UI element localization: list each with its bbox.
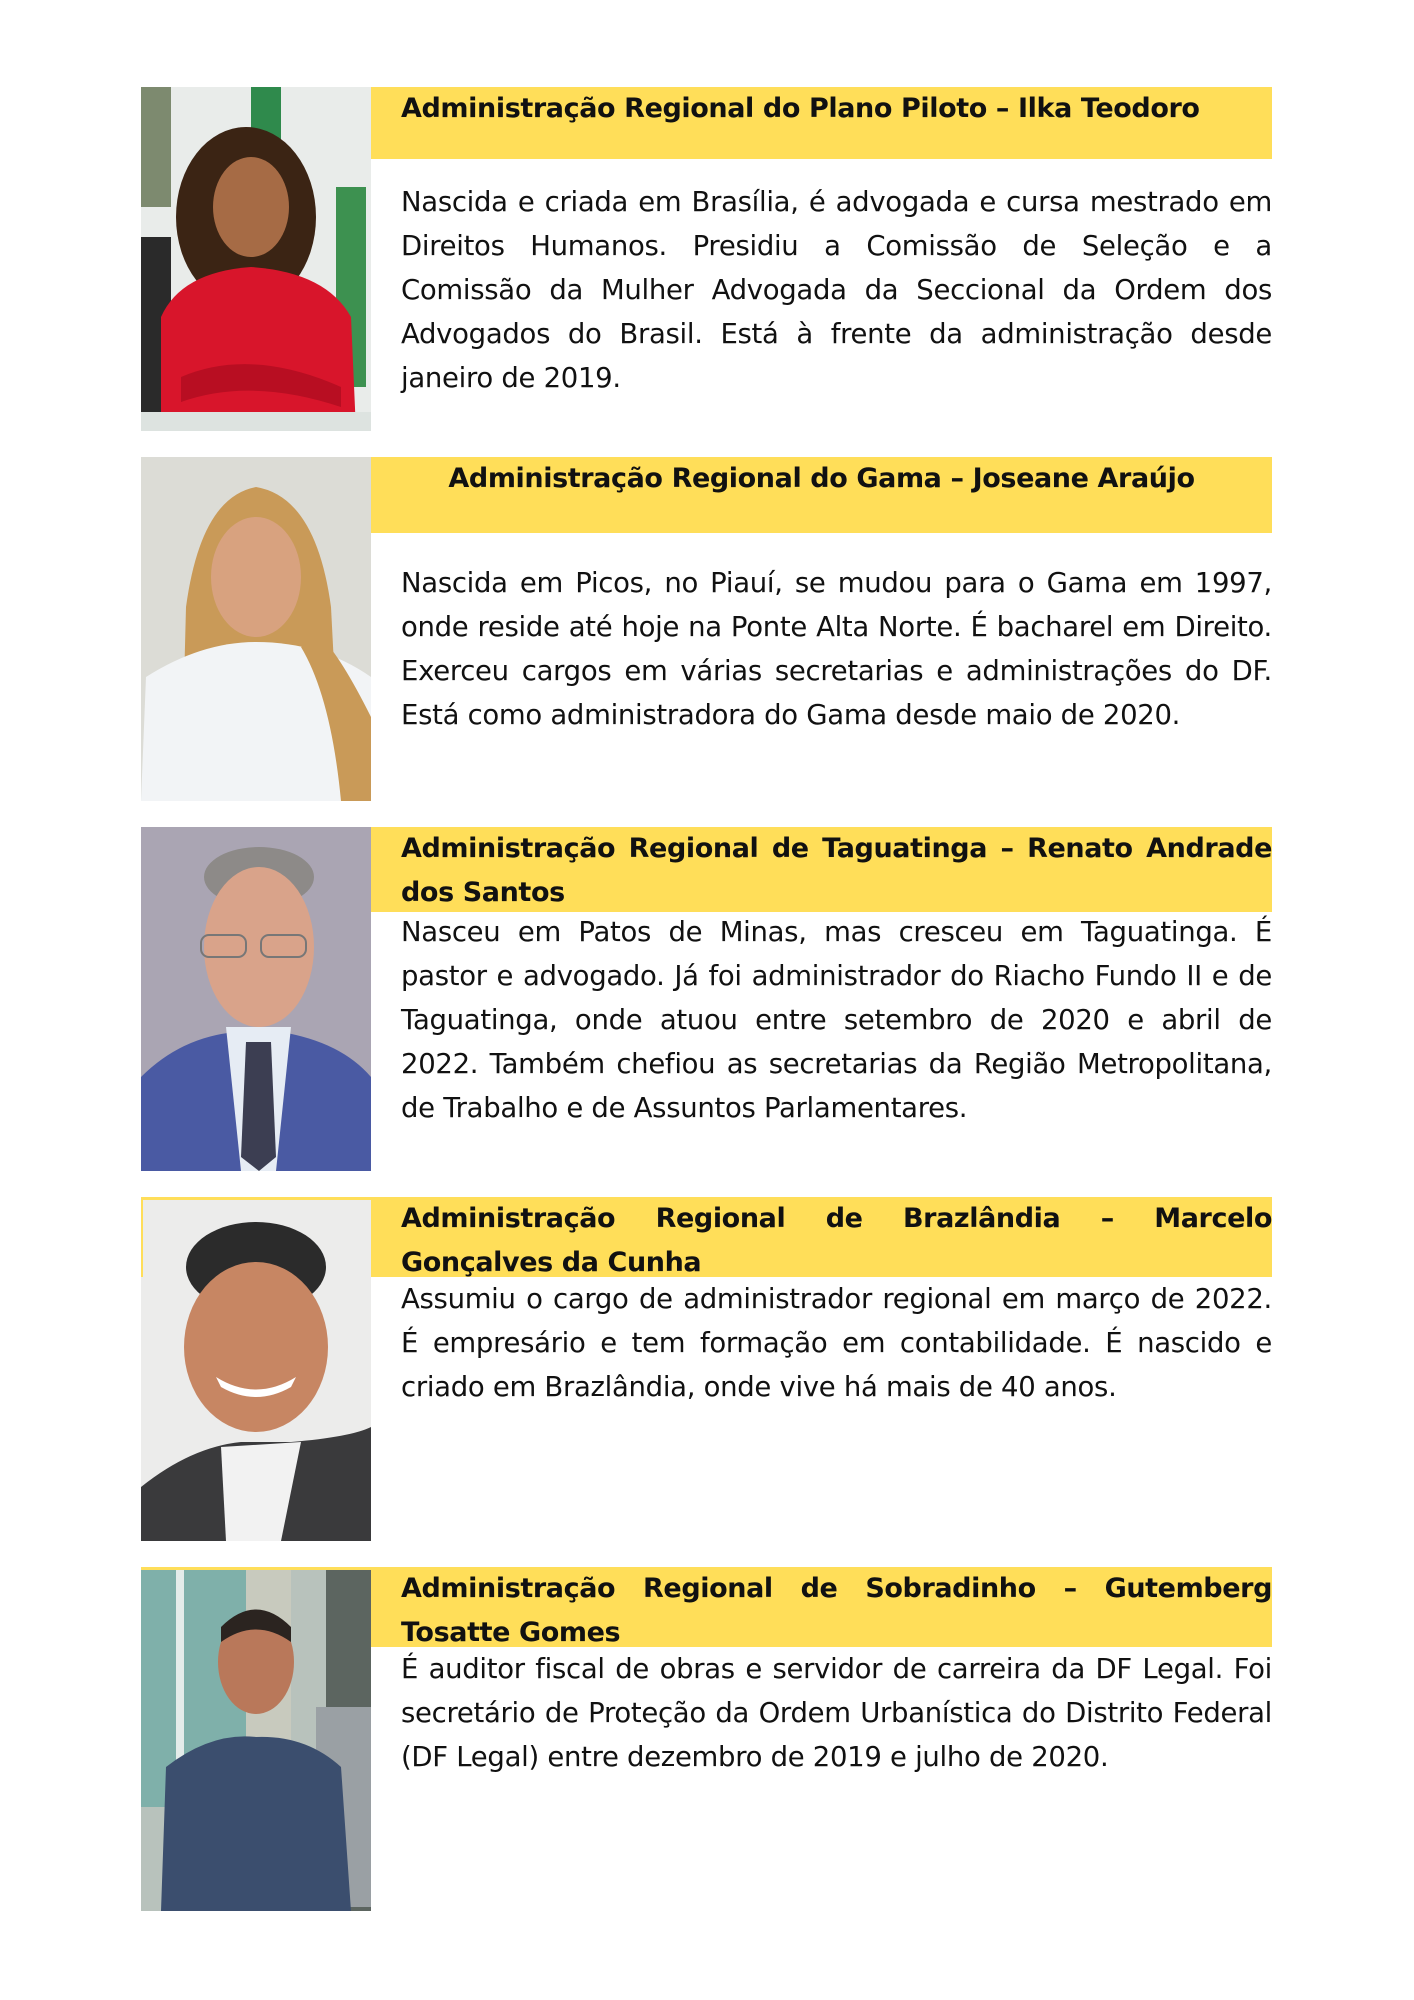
profile-title: Administração Regional do Plano Piloto – Ilka Teodoro — [401, 93, 1200, 124]
title-band — [371, 1567, 1272, 1647]
title-band — [371, 1197, 1272, 1277]
title-band — [371, 457, 1272, 533]
profile-entry-gama — [141, 457, 1272, 801]
yellow-frame-top — [141, 1567, 371, 1570]
portrait-photo — [141, 87, 371, 431]
portrait-photo — [141, 1567, 371, 1911]
profile-entry-brazlandia — [141, 1197, 1272, 1541]
profile-title: Administração Regional de Taguatinga – Renato Andrade dos Santos — [401, 833, 1272, 908]
portrait-image — [141, 1197, 371, 1541]
yellow-frame-left — [141, 1197, 143, 1277]
title-band — [371, 87, 1272, 159]
profile-entry-taguatinga — [141, 827, 1272, 1171]
portrait-photo — [141, 457, 371, 801]
yellow-frame-top — [141, 1197, 371, 1200]
portrait-photo — [141, 827, 371, 1171]
profile-description: É auditor fiscal de obras e servidor de carreira da DF Legal. Foi secretário de Proteção da Ordem Urbanística do Distrito Federal (DF Legal) entre dezembro de 2019 e julho de 2020. — [401, 1653, 1272, 1773]
title-band — [371, 827, 1272, 912]
portrait-image — [141, 827, 371, 1171]
portrait-photo — [141, 1197, 371, 1541]
profile-title: Administração Regional de Brazlândia – Marcelo Gonçalves da Cunha — [401, 1203, 1272, 1278]
profile-entry-sobradinho — [141, 1567, 1272, 1911]
profile-description: Assumiu o cargo de administrador regional em março de 2022. É empresário e tem formação em contabilidade. É nascido e criado em Brazlândia, onde vive há mais de 40 anos. — [401, 1283, 1272, 1403]
profile-title: Administração Regional de Sobradinho – Gutemberg Tosatte Gomes — [401, 1573, 1272, 1648]
profile-description: Nascida e criada em Brasília, é advogada e cursa mestrado em Direitos Humanos. Presidiu a Comissão de Seleção e a Comissão da Mulher Advogada da Seccional da Ordem dos Advogados do Brasil. Está à frente da administração desde janeiro de 2019. — [401, 186, 1272, 394]
profile-entry-plano-piloto — [141, 87, 1272, 431]
profile-description: Nascida em Picos, no Piauí, se mudou para o Gama em 1997, onde reside até hoje na Ponte Alta Norte. É bacharel em Direito. Exerceu cargos em várias secretarias e administrações do DF. Está como administradora do Gama desde maio de 2020. — [401, 567, 1272, 731]
portrait-image — [141, 457, 371, 801]
profile-title: Administração Regional do Gama – Joseane Araújo — [448, 463, 1195, 494]
portrait-image — [141, 1567, 371, 1911]
portrait-image — [141, 87, 371, 431]
profile-description: Nasceu em Patos de Minas, mas cresceu em Taguatinga. É pastor e advogado. Já foi administrador do Riacho Fundo II e de Taguatinga, onde atuou entre setembro de 2020 e abril de 2022. Também chefiou as secretarias da Região Metropolitana, de Trabalho e de Assuntos Parlamentares. — [401, 916, 1272, 1124]
